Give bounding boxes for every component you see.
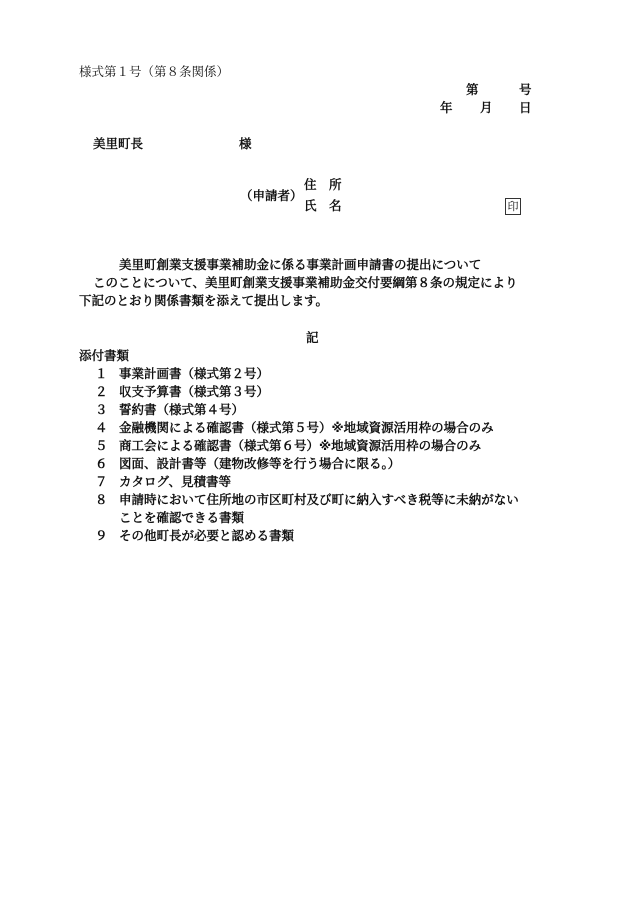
address-label: 住 所 xyxy=(304,177,342,192)
attachment-num: ２ xyxy=(95,384,108,399)
attachment-text: 図面、設計書等（建物改修等を行う場合に限る。） xyxy=(119,456,401,471)
attachment-item-5 xyxy=(95,440,481,453)
addressee-name: 美里町長 xyxy=(93,136,144,151)
attachment-num: ７ xyxy=(95,474,108,489)
attachment-item-8 xyxy=(95,494,519,507)
attachment-item-8-continuation: ことを確認できる書類 xyxy=(119,510,245,525)
attachment-item-1 xyxy=(95,368,269,381)
attachment-text: 事業計画書（様式第２号） xyxy=(119,366,270,381)
attachment-text: 収支予算書（様式第３号） xyxy=(119,384,270,399)
document-title: 美里町創業支援事業補助金に係る事業計画申請書の提出について xyxy=(119,257,482,272)
attachment-text: 申請時において住所地の市区町村及び町に納入すべき税等に未納がない xyxy=(119,492,519,507)
attachment-num: ４ xyxy=(95,420,108,435)
body-line-1: このことについて、美里町創業支援事業補助金交付要綱第８条の規定により xyxy=(93,275,518,290)
name-label: 氏 名 xyxy=(304,198,342,213)
attachment-text: 金融機関による確認書（様式第５号）※地域資源活用枠の場合のみ xyxy=(119,420,494,435)
applicant-label: （申請者） xyxy=(240,188,303,203)
date-day: 日 xyxy=(519,100,532,115)
date-month: 月 xyxy=(480,100,493,115)
attachment-text: 商工会による確認書（様式第６号）※地域資源活用枠の場合のみ xyxy=(119,438,482,453)
doc-number-prefix: 第 xyxy=(466,82,479,97)
form-number: 様式第１号（第８条関係） xyxy=(79,64,230,79)
attachment-item-7 xyxy=(95,476,231,489)
attachment-num: ８ xyxy=(95,492,108,507)
attachments-header: 添付書類 xyxy=(79,348,130,363)
attachment-num: ９ xyxy=(95,528,108,543)
attachment-item-3 xyxy=(95,404,244,417)
ki-heading: 記 xyxy=(306,330,319,345)
body-line-2: 下記のとおり関係書類を添えて提出します。 xyxy=(79,293,329,308)
attachment-num: ５ xyxy=(95,438,108,453)
attachment-num: ６ xyxy=(95,456,108,471)
attachment-item-4 xyxy=(95,422,494,435)
attachment-num: ３ xyxy=(95,402,108,417)
attachment-item-6 xyxy=(95,458,400,471)
attachment-item-2 xyxy=(95,386,269,399)
doc-number-suffix: 号 xyxy=(519,82,532,97)
attachment-num: １ xyxy=(95,366,108,381)
attachment-text: その他町長が必要と認める書類 xyxy=(119,528,295,543)
attachment-item-9 xyxy=(95,530,294,543)
attachment-text: カタログ、見積書等 xyxy=(119,474,232,489)
addressee-honorific: 様 xyxy=(239,136,252,151)
attachment-text: 誓約書（様式第４号） xyxy=(119,402,245,417)
date-year: 年 xyxy=(440,100,453,115)
seal-mark: 印 xyxy=(505,198,521,215)
